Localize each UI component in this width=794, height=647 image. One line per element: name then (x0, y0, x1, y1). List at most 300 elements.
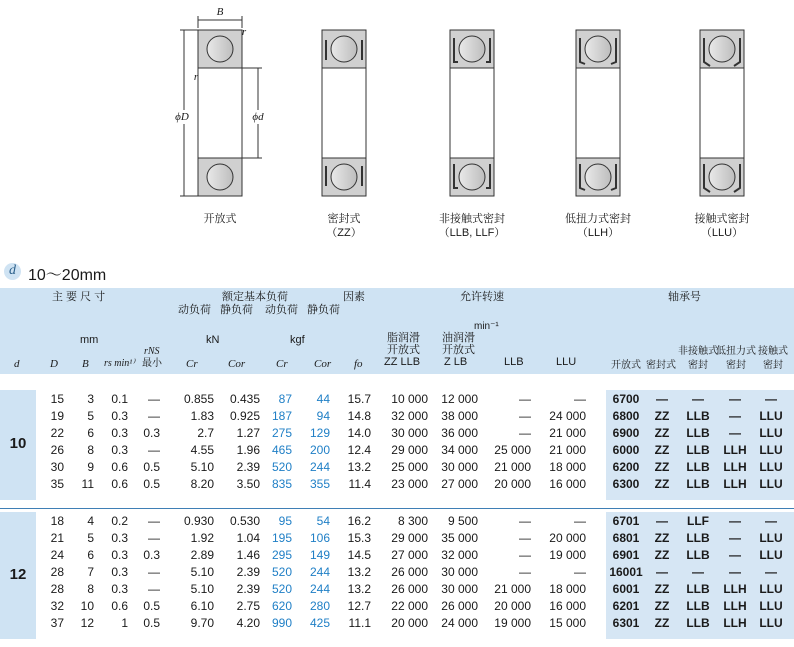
cell-rs-min: 0.3 (111, 548, 128, 562)
hdr-col-d: d (14, 358, 20, 370)
type-llu-name: 接触式密封 (694, 213, 750, 225)
cell-fo: 12.4 (347, 443, 371, 457)
cell-rns-min: — (148, 409, 160, 423)
cell-rs-min: 1 (121, 616, 128, 630)
cell-rs-min: 0.6 (111, 460, 128, 474)
cell-fo: 15.7 (347, 392, 371, 406)
cell-rns-min: — (148, 582, 160, 596)
cell-cr-kgf: 520 (271, 565, 292, 579)
cell-bearing-sealed: ZZ (654, 409, 670, 423)
cell-bearing-contact: — (765, 514, 777, 528)
cell-D: 22 (50, 426, 64, 440)
cell-rs-min: 0.3 (111, 443, 128, 457)
cell-rns-min: — (148, 565, 160, 579)
cell-speed-oil: 30 000 (441, 565, 478, 579)
cell-rns-min: — (148, 531, 160, 545)
cell-speed-grease: 23 000 (391, 477, 428, 491)
cell-speed-llu: 21 000 (549, 426, 586, 440)
cell-rs-min: 0.3 (111, 582, 128, 596)
cell-speed-grease: 8 300 (397, 514, 428, 528)
cell-bearing-lowtorque: LLH (723, 616, 747, 630)
sealed-zz-bearing-drawing (322, 30, 366, 196)
cell-bearing-open: 6800 (612, 409, 640, 423)
cell-cor-kgf: 425 (309, 616, 330, 630)
hdr-open-1: 开放式 (387, 344, 420, 356)
hdr-speed: 允许转速 (460, 291, 504, 303)
cell-speed-llu: — (574, 392, 586, 406)
cell-bearing-noncontact: LLB (686, 409, 710, 423)
cell-fo: 13.2 (347, 565, 371, 579)
cell-cor-kgf: 280 (309, 599, 330, 613)
cell-rs-min: 0.3 (111, 409, 128, 423)
cell-speed-oil: 32 000 (441, 548, 478, 562)
cell-speed-grease: 26 000 (391, 565, 428, 579)
cell-bearing-contact: LLU (759, 531, 783, 545)
cell-cr-kgf: 835 (271, 477, 292, 491)
cell-speed-grease: 20 000 (391, 616, 428, 630)
cell-B: 6 (87, 548, 94, 562)
type-llu-code: （LLU） (700, 227, 744, 239)
cell-bearing-noncontact: LLB (686, 477, 710, 491)
cell-B: 8 (87, 443, 94, 457)
cell-bearing-open: 6300 (612, 477, 640, 491)
cell-D: 26 (50, 443, 64, 457)
cell-cor-kgf: 54 (316, 514, 330, 528)
cell-bearing-contact: LLU (759, 426, 783, 440)
hdr-col-rns: rNS (144, 346, 160, 357)
cell-speed-llb: 25 000 (494, 443, 531, 457)
cell-bearing-noncontact: LLB (686, 616, 710, 630)
cell-speed-oil: 26 000 (441, 599, 478, 613)
hdr-col-cr2: Cr (276, 358, 288, 370)
cell-bearing-sealed: ZZ (654, 531, 670, 545)
cell-bearing-noncontact: — (692, 565, 704, 579)
cell-cr-kgf: 520 (271, 460, 292, 474)
cell-fo: 14.0 (347, 426, 371, 440)
cell-bearing-contact: LLU (759, 443, 783, 457)
cell-speed-oil: 30 000 (441, 582, 478, 596)
cell-speed-llb: — (519, 514, 531, 528)
cell-D: 19 (50, 409, 64, 423)
cell-bearing-open: 6901 (612, 548, 640, 562)
cell-speed-oil: 34 000 (441, 443, 478, 457)
cell-bearing-lowtorque: — (729, 565, 741, 579)
cell-rs-min: 0.3 (111, 565, 128, 579)
cell-D: 15 (50, 392, 64, 406)
cell-D: 24 (50, 548, 64, 562)
group-bore-d: 12 (9, 565, 27, 583)
cell-speed-llb: 21 000 (494, 582, 531, 596)
cell-bearing-sealed: ZZ (654, 548, 670, 562)
d-badge: d (4, 263, 21, 280)
cell-rs-min: 0.3 (111, 426, 128, 440)
cell-speed-grease: 26 000 (391, 582, 428, 596)
cell-speed-oil: 36 000 (441, 426, 478, 440)
hdr-factor: 因素 (343, 291, 365, 303)
cell-speed-llb: 21 000 (494, 460, 531, 474)
cell-cor-kgf: 129 (309, 426, 330, 440)
cell-bearing-open: 6201 (612, 599, 640, 613)
cell-cr-kgf: 195 (271, 531, 292, 545)
cell-fo: 14.5 (347, 548, 371, 562)
type-llh-code: （LLH） (576, 227, 620, 239)
cell-cr-kn: 5.10 (190, 565, 214, 579)
cell-D: 18 (50, 514, 64, 528)
hdr-bn-sealed: 密封式 (646, 360, 676, 371)
dim-r-side-label: r (193, 71, 199, 83)
cell-speed-grease: 27 000 (391, 548, 428, 562)
cell-fo: 15.3 (347, 531, 371, 545)
cell-D: 35 (50, 477, 64, 491)
cell-B: 6 (87, 426, 94, 440)
cell-speed-llu: 16 000 (549, 599, 586, 613)
cell-D: 21 (50, 531, 64, 545)
cell-bearing-lowtorque: — (729, 548, 741, 562)
cell-fo: 12.7 (347, 599, 371, 613)
cell-bearing-lowtorque: LLH (723, 599, 747, 613)
cell-bearing-contact: LLU (759, 582, 783, 596)
lowtorque-seal-bearing-drawing (576, 30, 620, 196)
cell-speed-grease: 30 000 (391, 426, 428, 440)
type-zz-name: 密封式 (327, 213, 361, 225)
cell-cor-kgf: 244 (309, 582, 330, 596)
cell-bearing-open: 6200 (612, 460, 640, 474)
cell-cr-kn: 5.10 (190, 460, 214, 474)
contact-seal-bearing-drawing (700, 30, 744, 196)
cell-cor-kn: 1.27 (236, 426, 260, 440)
cell-bearing-lowtorque: — (729, 426, 741, 440)
cell-cor-kn: 3.50 (236, 477, 260, 491)
hdr-dynamic-2: 动负荷 (265, 304, 298, 316)
cell-cor-kgf: 44 (316, 392, 330, 406)
hdr-unit-kgf: kgf (290, 334, 305, 346)
cell-speed-llb: — (519, 409, 531, 423)
cell-bearing-sealed: ZZ (654, 443, 670, 457)
hdr-bn-lowtorque-1: 低扭力式 (716, 346, 756, 357)
table-header (0, 288, 794, 374)
cell-bearing-lowtorque: — (729, 531, 741, 545)
type-zz-code: （ZZ） (326, 227, 362, 239)
noncontact-seal-bearing-drawing (450, 30, 494, 196)
cell-cor-kgf: 106 (309, 531, 330, 545)
hdr-dynamic-1: 动负荷 (178, 304, 211, 316)
cell-bearing-lowtorque: — (729, 392, 741, 406)
cell-speed-grease: 25 000 (391, 460, 428, 474)
hdr-bn-lowtorque-2: 密封 (726, 360, 746, 371)
cell-B: 3 (87, 392, 94, 406)
cell-rns-min: 0.3 (143, 426, 160, 440)
cell-B: 12 (80, 616, 94, 630)
cell-bearing-sealed: — (656, 514, 668, 528)
cell-cr-kgf: 187 (271, 409, 292, 423)
cell-cr-kn: 2.7 (197, 426, 214, 440)
cell-B: 4 (87, 514, 94, 528)
cell-cor-kn: 2.39 (236, 582, 260, 596)
cell-speed-llu: 15 000 (549, 616, 586, 630)
cell-bearing-open: 6701 (612, 514, 640, 528)
cell-cr-kn: 9.70 (190, 616, 214, 630)
cell-fo: 13.2 (347, 582, 371, 596)
hdr-zz-llb: ZZ LLB (384, 356, 421, 368)
cell-cr-kn: 1.83 (190, 409, 214, 423)
group-divider (0, 508, 794, 509)
type-llb-code: （LLB, LLF） (438, 227, 506, 239)
cell-rns-min: 0.5 (143, 460, 160, 474)
cell-cr-kgf: 520 (271, 582, 292, 596)
cell-rns-min: 0.5 (143, 477, 160, 491)
cell-cor-kn: 2.39 (236, 460, 260, 474)
cell-cr-kgf: 620 (271, 599, 292, 613)
hdr-col-rs: rs min¹⁾ (104, 358, 135, 369)
cell-speed-llb: 19 000 (494, 616, 531, 630)
cell-speed-oil: 38 000 (441, 409, 478, 423)
cell-speed-grease: 32 000 (391, 409, 428, 423)
cell-bearing-noncontact: LLB (686, 582, 710, 596)
dim-D-label: ϕD (170, 110, 194, 124)
cell-speed-grease: 29 000 (391, 531, 428, 545)
cell-bearing-sealed: — (656, 565, 668, 579)
cell-bearing-noncontact: LLB (686, 426, 710, 440)
cell-speed-llu: 20 000 (549, 531, 586, 545)
cell-speed-grease: 22 000 (391, 599, 428, 613)
table-body (0, 374, 794, 647)
cell-B: 5 (87, 531, 94, 545)
hdr-col-B: B (82, 358, 89, 370)
cell-B: 7 (87, 565, 94, 579)
hdr-oil: 油润滑 (442, 332, 475, 344)
cell-speed-llu: 16 000 (549, 477, 586, 491)
hdr-unit-kn: kN (206, 334, 220, 346)
type-open-name: 开放式 (203, 213, 237, 225)
cell-bearing-contact: — (765, 565, 777, 579)
cell-cr-kgf: 87 (278, 392, 292, 406)
cell-bearing-lowtorque: — (729, 409, 741, 423)
hdr-rated-load: 额定基本负荷 (222, 291, 288, 303)
cell-bearing-open: 6900 (612, 426, 640, 440)
cell-speed-grease: 29 000 (391, 443, 428, 457)
cell-bearing-open: 6700 (612, 392, 640, 406)
cell-speed-oil: 9 500 (447, 514, 478, 528)
cell-rns-min: 0.5 (143, 599, 160, 613)
cell-B: 5 (87, 409, 94, 423)
hdr-bn-open: 开放式 (611, 360, 641, 371)
cell-D: 37 (50, 616, 64, 630)
hdr-col-fo: fo (354, 358, 363, 370)
cell-rs-min: 0.1 (111, 392, 128, 406)
cell-bearing-noncontact: LLB (686, 548, 710, 562)
cell-speed-llu: — (574, 565, 586, 579)
hdr-bn-contact-2: 密封 (763, 360, 783, 371)
cell-rns-min: 0.3 (143, 548, 160, 562)
cell-cor-kgf: 149 (309, 548, 330, 562)
cell-speed-oil: 35 000 (441, 531, 478, 545)
cell-bearing-open: 6801 (612, 531, 640, 545)
cell-cr-kn: 0.855 (183, 392, 214, 406)
bearing-drawings (0, 0, 794, 250)
cell-speed-llb: — (519, 426, 531, 440)
cell-speed-llb: — (519, 565, 531, 579)
hdr-col-cor2: Cor (314, 358, 332, 370)
hdr-bearing-no: 轴承号 (668, 291, 701, 303)
cell-cr-kn: 6.10 (190, 599, 214, 613)
cell-B: 10 (80, 599, 94, 613)
cell-bearing-sealed: ZZ (654, 599, 670, 613)
cell-D: 28 (50, 565, 64, 579)
cell-B: 8 (87, 582, 94, 596)
cell-bearing-open: 16001 (609, 565, 643, 579)
hdr-static-2: 静负荷 (307, 304, 340, 316)
cell-cr-kn: 0.930 (183, 514, 214, 528)
cell-fo: 13.2 (347, 460, 371, 474)
cell-cor-kn: 1.04 (236, 531, 260, 545)
cell-bearing-sealed: ZZ (654, 460, 670, 474)
cell-bearing-lowtorque: LLH (723, 582, 747, 596)
group-bore-d: 10 (9, 435, 27, 452)
cell-speed-oil: 12 000 (441, 392, 478, 406)
cell-cor-kn: 4.20 (236, 616, 260, 630)
dim-B-label: B (216, 6, 224, 18)
cell-cor-kgf: 244 (309, 460, 330, 474)
hdr-col-cor: Cor (228, 358, 246, 370)
cell-bearing-contact: LLU (759, 548, 783, 562)
hdr-llb: LLB (504, 356, 524, 368)
type-llh-name: 低扭力式密封 (565, 213, 631, 225)
cell-bearing-noncontact: LLB (686, 599, 710, 613)
cell-bearing-open: 6001 (612, 582, 640, 596)
cell-cor-kgf: 355 (309, 477, 330, 491)
cell-speed-grease: 10 000 (391, 392, 428, 406)
cell-B: 11 (81, 477, 94, 491)
cell-cor-kgf: 94 (316, 409, 330, 423)
cell-rns-min: — (148, 443, 160, 457)
hdr-llu: LLU (556, 356, 577, 368)
hdr-static-1: 静负荷 (220, 304, 253, 316)
cell-bearing-sealed: ZZ (654, 582, 670, 596)
cell-D: 32 (50, 599, 64, 613)
cell-rns-min: — (148, 392, 160, 406)
cell-speed-oil: 24 000 (441, 616, 478, 630)
hdr-z-lb: Z LB (444, 356, 468, 368)
cell-cor-kn: 2.75 (236, 599, 260, 613)
cell-bearing-noncontact: LLB (686, 531, 710, 545)
cell-bearing-lowtorque: LLH (723, 477, 747, 491)
cell-cor-kn: 1.46 (236, 548, 260, 562)
cell-bearing-sealed: — (656, 392, 668, 406)
cell-cr-kgf: 275 (271, 426, 292, 440)
cell-rns-min: 0.5 (143, 616, 160, 630)
cell-speed-llb: 20 000 (494, 599, 531, 613)
hdr-unit-min: min⁻¹ (474, 321, 499, 332)
cell-bearing-lowtorque: — (729, 514, 741, 528)
cell-speed-llu: 18 000 (549, 582, 586, 596)
cell-B: 9 (87, 460, 94, 474)
cell-cr-kn: 1.92 (190, 531, 214, 545)
cell-speed-llb: — (519, 392, 531, 406)
cell-speed-llu: 24 000 (549, 409, 586, 423)
cell-speed-llu: 19 000 (549, 548, 586, 562)
hdr-grease: 脂润滑 (387, 332, 420, 344)
dim-r-top-label: r (241, 26, 247, 38)
cell-speed-oil: 27 000 (441, 477, 478, 491)
cell-rs-min: 0.3 (111, 531, 128, 545)
cell-cor-kn: 1.96 (236, 443, 260, 457)
cell-speed-oil: 30 000 (441, 460, 478, 474)
cell-bearing-open: 6000 (612, 443, 640, 457)
cell-bearing-sealed: ZZ (654, 616, 670, 630)
cell-D: 28 (50, 582, 64, 596)
cell-bearing-noncontact: — (692, 392, 704, 406)
cell-cr-kn: 2.89 (190, 548, 214, 562)
cell-bearing-contact: LLU (759, 409, 783, 423)
cell-fo: 14.8 (347, 409, 371, 423)
cell-cr-kgf: 465 (271, 443, 292, 457)
cell-speed-llu: 18 000 (549, 460, 586, 474)
cell-D: 30 (50, 460, 64, 474)
cell-bearing-noncontact: LLB (686, 460, 710, 474)
cell-fo: 11.4 (348, 477, 371, 491)
cell-bearing-sealed: ZZ (654, 477, 670, 491)
cell-cr-kgf: 990 (271, 616, 292, 630)
cell-bearing-contact: LLU (759, 460, 783, 474)
cell-cr-kgf: 95 (278, 514, 292, 528)
cell-fo: 16.2 (347, 514, 371, 528)
cell-speed-llu: — (574, 514, 586, 528)
cell-bearing-contact: LLU (759, 616, 783, 630)
cell-cr-kn: 5.10 (190, 582, 214, 596)
cell-cor-kn: 0.530 (229, 514, 260, 528)
cell-bearing-contact: — (765, 392, 777, 406)
hdr-col-rns-sub: 最小 (142, 358, 162, 369)
cell-cor-kn: 0.925 (229, 409, 260, 423)
hdr-col-cr: Cr (186, 358, 198, 370)
cell-bearing-sealed: ZZ (654, 426, 670, 440)
cell-bearing-noncontact: LLF (687, 514, 709, 528)
hdr-bn-noncontact-1: 非接触式 (678, 346, 718, 357)
cell-cor-kgf: 200 (309, 443, 330, 457)
cell-bearing-noncontact: LLB (686, 443, 710, 457)
cell-speed-llu: 21 000 (549, 443, 586, 457)
cell-cr-kn: 8.20 (190, 477, 214, 491)
cell-speed-llb: — (519, 548, 531, 562)
cell-speed-llb: — (519, 531, 531, 545)
dim-d-label: ϕd (248, 110, 268, 124)
hdr-bn-contact-1: 接触式 (758, 346, 788, 357)
cell-speed-llb: 20 000 (494, 477, 531, 491)
cell-cr-kgf: 295 (271, 548, 292, 562)
cell-cor-kn: 2.39 (236, 565, 260, 579)
cell-bearing-contact: LLU (759, 477, 783, 491)
hdr-col-D: D (50, 358, 58, 370)
hdr-bn-noncontact-2: 密封 (688, 360, 708, 371)
cell-bearing-open: 6301 (612, 616, 640, 630)
cell-rs-min: 0.6 (111, 599, 128, 613)
hdr-open-2: 开放式 (442, 344, 475, 356)
cell-cor-kn: 0.435 (229, 392, 260, 406)
cell-fo: 11.1 (348, 616, 371, 630)
cell-rns-min: — (148, 514, 160, 528)
hdr-main-dims: 主 要 尺 寸 (52, 291, 106, 303)
open-bearing-drawing (180, 16, 262, 196)
cell-cor-kgf: 244 (309, 565, 330, 579)
cell-bearing-contact: LLU (759, 599, 783, 613)
size-range: 10～20mm (28, 267, 107, 284)
cell-bearing-lowtorque: LLH (723, 443, 747, 457)
cell-rs-min: 0.6 (111, 477, 128, 491)
cell-cr-kn: 4.55 (190, 443, 214, 457)
section-title (0, 262, 794, 282)
cell-rs-min: 0.2 (111, 514, 128, 528)
type-llb-name: 非接触式密封 (439, 213, 505, 225)
